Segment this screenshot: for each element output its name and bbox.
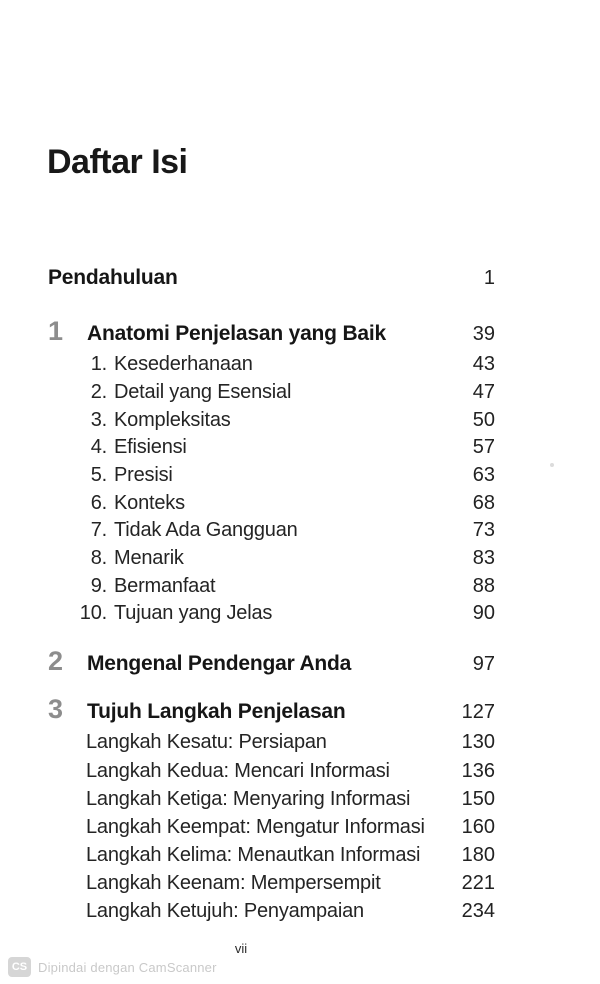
chapter-title: Anatomi Penjelasan yang Baik: [87, 322, 387, 345]
scan-speck: [550, 463, 554, 467]
toc-item-page: 90: [472, 602, 495, 624]
page-title: Daftar Isi: [47, 143, 188, 181]
toc-item: [48, 406, 495, 434]
toc-item-page: 73: [472, 519, 495, 541]
toc-item-page: 47: [472, 381, 495, 403]
toc-chapter-1: [48, 316, 495, 346]
toc-item: [48, 461, 495, 489]
toc-item: [48, 599, 495, 627]
chapter-number: 2: [48, 646, 64, 676]
toc-item-number: 10.: [79, 602, 107, 624]
toc-item-page: 83: [472, 547, 495, 569]
toc-item-label: Menarik: [114, 547, 184, 569]
camscanner-watermark-text: Dipindai dengan CamScanner: [38, 959, 217, 975]
chapter-title: Mengenal Pendengar Anda: [87, 652, 352, 675]
toc-item-page: 180: [461, 844, 495, 866]
camscanner-watermark: [8, 957, 217, 977]
toc-item-label: Langkah Ketujuh: Penyampaian: [86, 900, 364, 922]
toc-item-page: 88: [472, 575, 495, 597]
toc-item-number: 4.: [90, 436, 107, 458]
toc-item: [48, 433, 495, 461]
toc-item-page: 221: [461, 872, 495, 894]
toc-item-number: 8.: [90, 547, 107, 569]
toc-item: [48, 869, 495, 897]
toc-item-number: 1.: [90, 353, 107, 375]
toc-item-number: 3.: [90, 409, 107, 431]
toc-item-page: 160: [461, 816, 495, 838]
toc-item: [48, 897, 495, 925]
chapter-page: 39: [472, 323, 495, 345]
toc-item-page: 43: [472, 353, 495, 375]
toc-item-number: 2.: [90, 381, 107, 403]
toc-item-page: 50: [472, 409, 495, 431]
toc-item: [48, 785, 495, 813]
toc-item-page: 234: [461, 900, 495, 922]
toc-item-number: 5.: [90, 464, 107, 486]
toc-item-label: Detail yang Esensial: [114, 381, 292, 403]
toc-item-label: Langkah Kesatu: Persiapan: [86, 731, 327, 753]
toc-item-number: 7.: [90, 519, 107, 541]
chapter-title: Tujuh Langkah Penjelasan: [87, 700, 346, 723]
toc-row-pendahuluan: [48, 263, 495, 293]
toc-item-label: Bermanfaat: [114, 575, 216, 597]
toc-item-number: 9.: [90, 575, 107, 597]
toc-item-number: 6.: [90, 492, 107, 514]
toc-item-label: Konteks: [114, 492, 185, 514]
toc-item-label: Langkah Keempat: Mengatur Informasi: [86, 816, 425, 838]
toc-item: [48, 544, 495, 572]
toc-item: [48, 572, 495, 600]
toc-preface-page: 1: [483, 267, 495, 289]
chapter-number: 3: [48, 694, 64, 724]
folio-page-number: vii: [234, 941, 248, 956]
toc-chapter-3: [48, 694, 495, 724]
toc-item-page: 130: [461, 731, 495, 753]
toc-item: [48, 489, 495, 517]
toc-item-page: 63: [472, 464, 495, 486]
toc-item-label: Kompleksitas: [114, 409, 231, 431]
toc-item-label: Kesederhanaan: [114, 353, 253, 375]
toc-chapter-2: [48, 646, 495, 676]
toc-item: [48, 516, 495, 544]
toc-item-label: Tujuan yang Jelas: [114, 602, 273, 624]
toc-item: [48, 813, 495, 841]
toc-item-label: Langkah Kelima: Menautkan Informasi: [86, 844, 421, 866]
toc-item: [48, 350, 495, 378]
toc-item-label: Langkah Kedua: Mencari Informasi: [86, 760, 390, 782]
toc-item: [48, 728, 495, 756]
chapter-page: 97: [472, 653, 495, 675]
toc-item: [48, 841, 495, 869]
camscanner-badge-icon: CS: [8, 957, 31, 977]
toc-preface-label: Pendahuluan: [48, 266, 178, 289]
chapter-page: 127: [461, 701, 495, 723]
toc-item-page: 150: [461, 788, 495, 810]
toc-item: [48, 378, 495, 406]
toc-item-label: Presisi: [114, 464, 173, 486]
toc-item-page: 57: [472, 436, 495, 458]
toc-item-label: Efisiensi: [114, 436, 187, 458]
toc-item-page: 136: [461, 760, 495, 782]
chapter-number: 1: [48, 316, 64, 346]
toc-item-label: Langkah Ketiga: Menyaring Informasi: [86, 788, 411, 810]
toc-item-label: Langkah Keenam: Mempersempit: [86, 872, 381, 894]
toc-item: [48, 757, 495, 785]
toc-item-label: Tidak Ada Gangguan: [114, 519, 298, 541]
toc-item-page: 68: [472, 492, 495, 514]
